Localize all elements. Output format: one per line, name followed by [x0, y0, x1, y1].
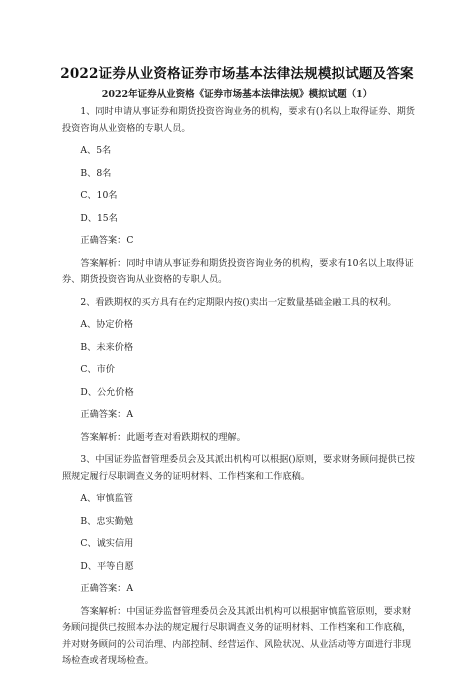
question-2-option-c: C、市价 [80, 364, 115, 375]
question-2-stem: 2、看跌期权的买方具有在约定期限内按()卖出一定数量基础金融工具的权利。 [80, 296, 397, 308]
document-subtitle: 2022年证券从业资格《证券市场基本法律法规》模拟试题（1） [101, 89, 373, 100]
question-3-analysis: 答案解析：中国证券监督管理委员会及其派出机构可以根据审慎监管原则，要求财务顾问提供已按照本办法的规定履行尽职调查义务的证明材料、工作档案和工作底稿，并对财务顾问的公司治理、内部控制、经营运作、风险状况、从业活动等方面进行非现场检查或者现场检查。 [62, 605, 412, 666]
document-title: 2022证券从业资格证券市场基本法律法规模拟试题及答案 [60, 66, 414, 82]
question-3-option-d: D、平等自愿 [80, 560, 134, 572]
question-3-option-b: B、忠实勤勉 [80, 515, 134, 527]
question-1-stem: 1、同时申请从事证券和期货投资咨询业务的机构，要求有()名以上取得证券、期货投资咨询从业资格的专职人员。 [62, 106, 415, 134]
question-1-option-a: A、5名 [80, 145, 112, 156]
question-2-option-b: B、未来价格 [80, 341, 134, 353]
question-1-option-c: C、10名 [80, 190, 118, 201]
question-2-option-d: D、公允价格 [80, 386, 134, 398]
question-2-option-a: A、协定价格 [80, 319, 133, 330]
document-body [62, 104, 416, 676]
question-3-answer: 正确答案：A [80, 583, 133, 594]
question-1-option-b: B、8名 [80, 167, 112, 179]
question-1-analysis: 答案解析：同时申请从事证券和期货投资咨询业务的机构，要求有10名以上取得证券、期货投资咨询从业资格的专职人员。 [62, 257, 414, 285]
question-1-option-d: D、15名 [80, 212, 118, 224]
question-2-answer: 正确答案：A [80, 409, 133, 420]
question-3-option-a: A、审慎监管 [80, 493, 133, 504]
question-1-answer: 正确答案：C [80, 235, 134, 246]
question-2-analysis: 答案解析：此题考查对看跌期权的理解。 [80, 431, 246, 443]
question-3-stem: 3、中国证券监督管理委员会及其派出机构可以根据()原则，要求财务顾问提供已按照规定履行尽职调查义务的证明材料、工作档案和工作底稿。 [62, 454, 415, 482]
question-3-option-c: C、诚实信用 [80, 538, 134, 549]
